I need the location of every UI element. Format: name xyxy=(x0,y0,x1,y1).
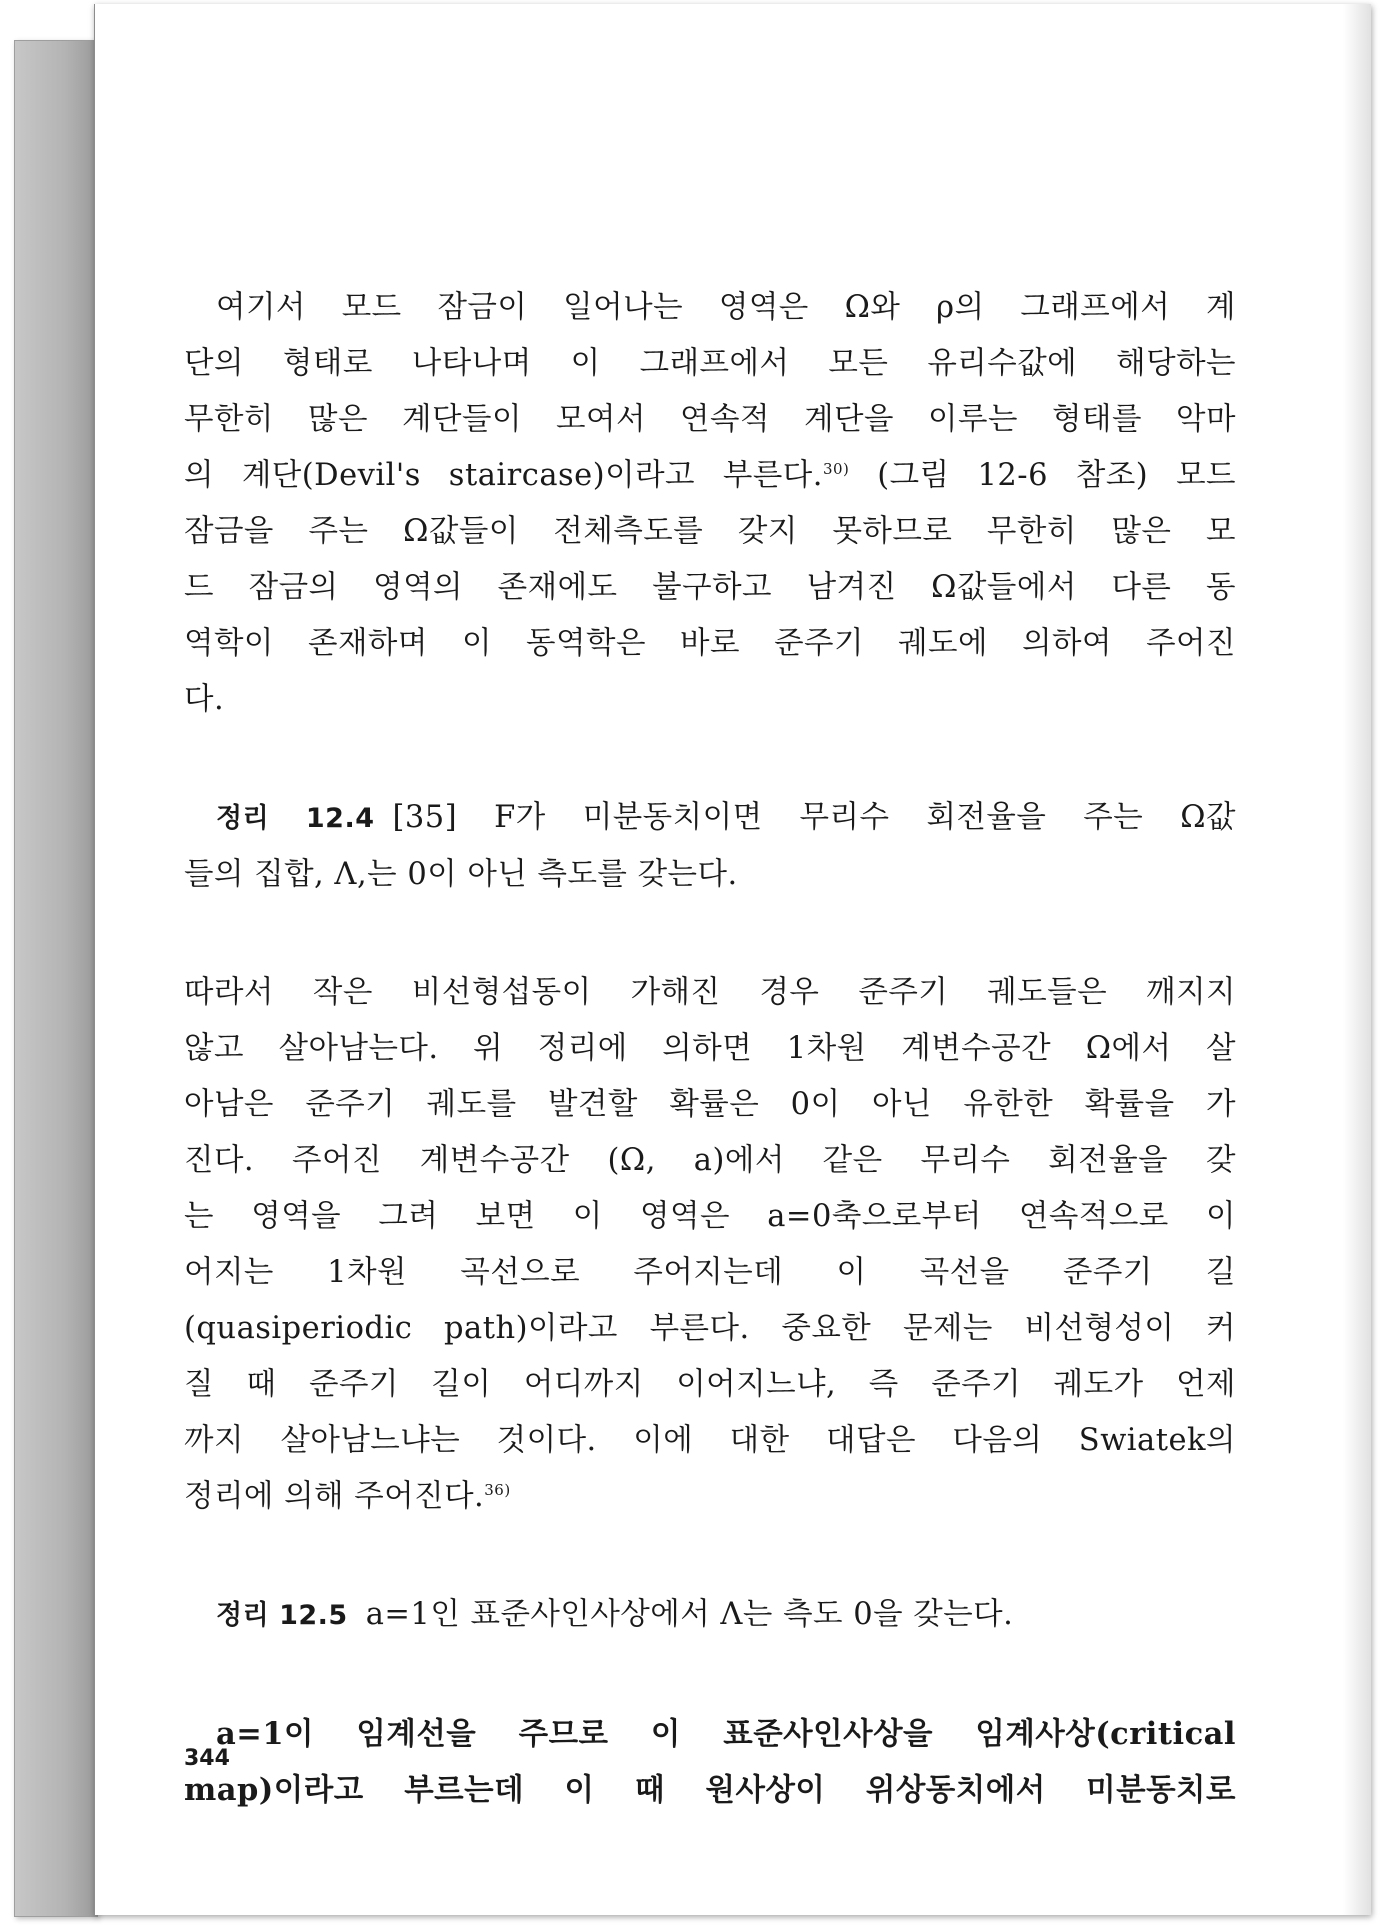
theorem-12-5 xyxy=(184,1587,1236,1644)
text-line: 다. xyxy=(184,682,225,717)
text-line: 잠금을 주는 Ω값들이 전체측도를 갖지 못하므로 무한히 많은 모 xyxy=(184,514,1236,549)
footnote-ref: 30) xyxy=(822,459,850,478)
text-line: 무한히 많은 계단들이 모여서 연속적 계단을 이루는 형태를 악마 xyxy=(184,402,1236,437)
text-line: 역학이 존재하며 이 동역학은 바로 준주기 궤도에 의하여 주어진 xyxy=(184,626,1236,661)
text-line xyxy=(184,1587,1236,1644)
theorem-12-4 xyxy=(184,790,1236,903)
text-fragment: (그림 12-6 참조) 모드 xyxy=(849,458,1236,493)
theorem-label: 정리 12.5 xyxy=(216,1600,348,1631)
text-line: 아남은 준주기 궤도를 발견할 확률은 0이 아닌 유한한 확률을 가 xyxy=(184,1087,1236,1122)
theorem-text: a=1인 표준사인사상에서 Λ는 측도 0을 갖는다. xyxy=(365,1597,1014,1632)
text-line: 어지는 1차원 곡선으로 주어지는데 이 곡선을 준주기 길 xyxy=(184,1255,1236,1290)
text-line: 질 때 준주기 길이 어디까지 이어지느냐, 즉 준주기 궤도가 언제 xyxy=(184,1367,1236,1402)
paragraph-2 xyxy=(184,965,1236,1525)
text-line: map)이라고 부르는데 이 때 원사상이 위상동치에서 미분동치로 xyxy=(184,1772,1236,1808)
text-line: 단의 형태로 나타나며 이 그래프에서 모든 유리수값에 해당하는 xyxy=(184,346,1236,381)
book-spine xyxy=(14,40,98,1917)
text-line xyxy=(184,1469,1236,1525)
text-line: 들의 집합, Λ,는 0이 아닌 측도를 갖는다. xyxy=(184,857,738,892)
theorem-text: [35] F가 미분동치이면 무리수 회전율을 주는 Ω값 xyxy=(392,800,1236,835)
text-fragment: 의 계단(Devil's staircase)이라고 부른다. xyxy=(184,458,823,493)
text-line: 여기서 모드 잠금이 일어나는 영역은 Ω와 ρ의 그래프에서 계 xyxy=(216,290,1236,325)
text-line: 진다. 주어진 계변수공간 (Ω, a)에서 같은 무리수 회전율을 갖 xyxy=(184,1143,1236,1178)
text-fragment: 정리에 의해 주어진다. xyxy=(184,1479,485,1514)
theorem-label: 정리 12.4 xyxy=(216,803,375,834)
text-line xyxy=(184,790,1236,847)
text-line: 드 잠금의 영역의 존재에도 불구하고 남겨진 Ω값들에서 다른 동 xyxy=(184,570,1236,605)
page-content xyxy=(184,280,1236,1818)
text-line: 않고 살아남는다. 위 정리에 의하면 1차원 계변수공간 Ω에서 살 xyxy=(184,1031,1236,1066)
text-line xyxy=(184,448,1236,504)
text-line: 까지 살아남느냐는 것이다. 이에 대한 대답은 다음의 Swiatek의 xyxy=(184,1423,1236,1458)
paragraph-3 xyxy=(184,1706,1236,1818)
text-line: 는 영역을 그려 보면 이 영역은 a=0축으로부터 연속적으로 이 xyxy=(184,1199,1236,1234)
text-line: 따라서 작은 비선형섭동이 가해진 경우 준주기 궤도들은 깨지지 xyxy=(184,975,1236,1010)
footnote-ref: 36) xyxy=(484,1480,511,1499)
paragraph-1 xyxy=(184,280,1236,728)
page-number: 344 xyxy=(184,1746,230,1771)
text-line: (quasiperiodic path)이라고 부른다. 중요한 문제는 비선형성이 커 xyxy=(184,1311,1236,1346)
text-line: a=1이 임계선을 주므로 이 표준사인사상을 임계사상(critical xyxy=(216,1716,1236,1752)
